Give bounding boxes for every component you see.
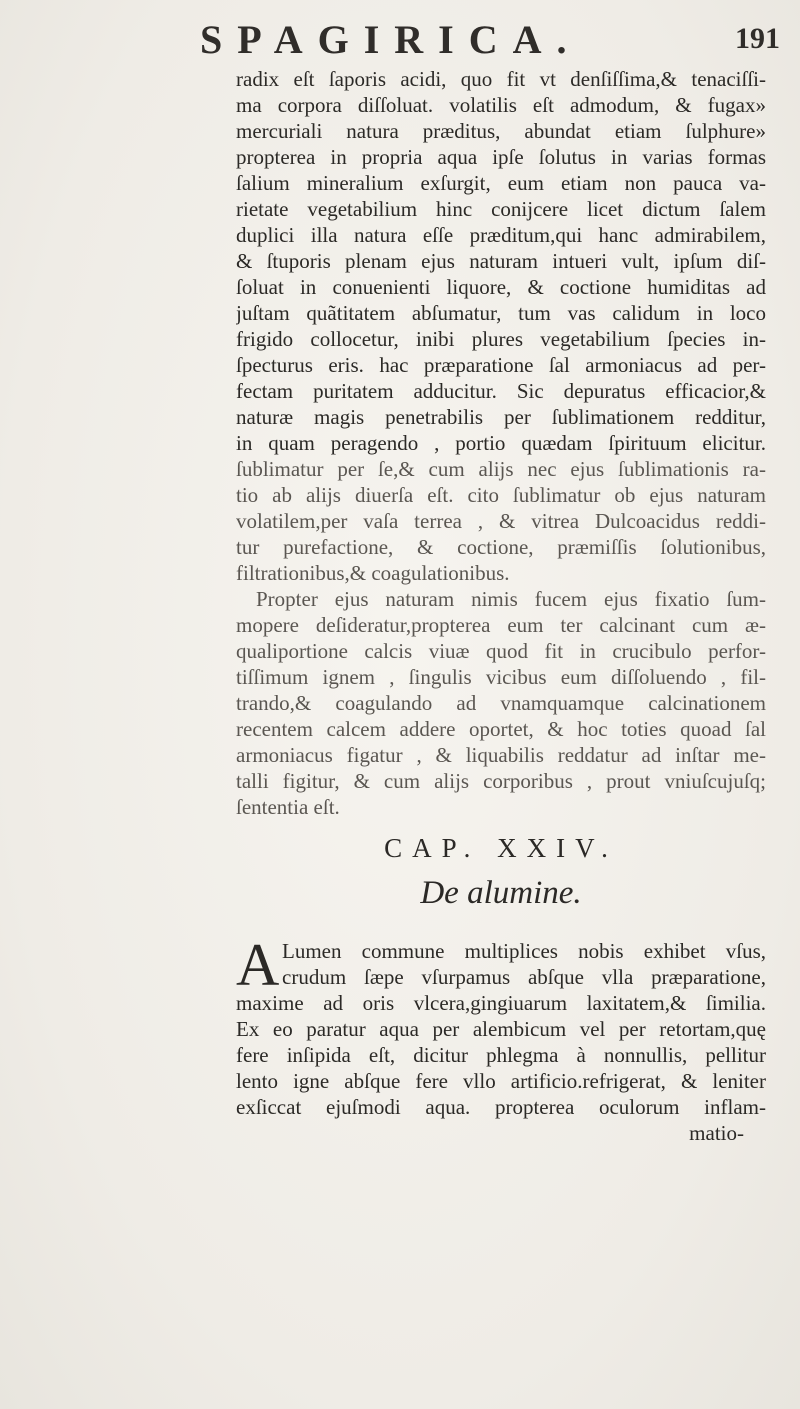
text-line: juſtam quãtitatem abſumatur, tum vas calidum in loco [236, 301, 766, 325]
text-line: tiſſimum ignem , ſingulis vicibus eum diſſoluendo , fil- [236, 665, 766, 689]
text-line: & ſtuporis plenam ejus naturam intueri vult, ipſum diſ- [236, 249, 766, 273]
text-line: ma corpora diſſoluat. volatilis eſt admodum, & fugax» [236, 93, 766, 117]
text-line: Propter ejus naturam nimis fucem ejus fixatio ſum- [256, 587, 766, 611]
text-line: Lumen commune multiplices nobis exhibet vſus, [282, 939, 766, 963]
text-line: trando,& coagulando ad vnamquamque calcinationem [236, 691, 766, 715]
text-line: tio ab alijs diuerſa eſt. cito ſublimatur ob ejus naturam [236, 483, 766, 507]
text-line: talli figitur, & cum alijs corporibus , prout vniuſcujuſq; [236, 769, 766, 793]
text-line: exſiccat ejuſmodi aqua. propterea oculorum inflam- [236, 1095, 766, 1119]
text-line: filtrationibus,& coagulationibus. [236, 561, 510, 585]
catchword: matio- [689, 1121, 744, 1145]
body-text [236, 66, 766, 1146]
text-line: mercuriali natura præditus, abundat etiam ſulphure» [236, 119, 766, 143]
text-line: radix eſt ſaporis acidi, quo fit vt denſiſſima,& tenaciſſi- [236, 67, 766, 91]
text-line: rietate vegetabilium hinc conijcere licet dictum ſalem [236, 197, 766, 221]
chapter-title: De alumine. [420, 875, 582, 911]
text-line: armoniacus figatur , & liquabilis reddatur ad inſtar me- [236, 743, 766, 767]
text-line: in quam peragendo , portio quædam ſpirituum elicitur. [236, 431, 766, 455]
text-line: ſalium mineralium exſurgit, eum etiam non pauca va- [236, 171, 766, 195]
text-line: crudum ſæpe vſurpamus abſque vlla præparatione, [282, 965, 766, 989]
text-line: fectam puritatem adducitur. Sic depuratus efficacior,& [236, 379, 766, 403]
running-head-title: SPAGIRICA. [200, 17, 582, 62]
text-line: recentem calcem addere oportet, & hoc toties quoad ſal [236, 717, 766, 741]
running-head [0, 10, 800, 62]
chapter-heading: CAP. XXIV. [384, 833, 618, 863]
drop-cap: A [236, 932, 280, 998]
text-line: fere inſipida eſt, dicitur phlegma à nonnullis, pellitur [236, 1043, 766, 1067]
text-line: frigido collocetur, inibi plures vegetabilium ſpecies in- [236, 327, 766, 351]
page-number: 191 [735, 22, 780, 55]
paragraph-continued [236, 66, 766, 586]
text-line: naturæ magis penetrabilis per ſublimationem redditur, [236, 405, 766, 429]
text-line: ſublimatur per ſe,& cum alijs nec ejus ſublimationis ra- [236, 457, 766, 481]
text-line: qualiportione calcis viuæ quod fit in crucibulo perfor- [236, 639, 766, 663]
text-line: ſoluat in conuenienti liquore, & coctione humiditas ad [236, 275, 766, 299]
text-line: volatilem,per vaſa terrea , & vitrea Dulcoacidus reddi- [236, 509, 766, 533]
text-line: ſpecturus eris. hac præparatione ſal armoniacus ad per- [236, 353, 766, 377]
text-line: lento igne abſque fere vllo artificio.refrigerat, & leniter [236, 1069, 766, 1093]
text-line: Ex eo paratur aqua per alembicum vel per retortam,quę [236, 1017, 766, 1041]
text-line: duplici illa natura eſſe præditum,qui hanc admirabilem, [236, 223, 766, 247]
paragraph-fixatio [236, 586, 766, 820]
text-line: propterea in propria aqua ipſe ſolutus in varias formas [236, 145, 766, 169]
text-line: mopere deſideratur,propterea eum ter calcinant cum æ- [236, 613, 766, 637]
text-line: maxime ad oris vlcera,gingiuarum laxitatem,& ſimilia. [236, 991, 766, 1015]
text-line: tur purefactione, & coctione, præmiſſis ſolutionibus, [236, 535, 766, 559]
text-line: ſententia eſt. [236, 795, 340, 819]
paragraph-alumine [236, 932, 766, 1146]
